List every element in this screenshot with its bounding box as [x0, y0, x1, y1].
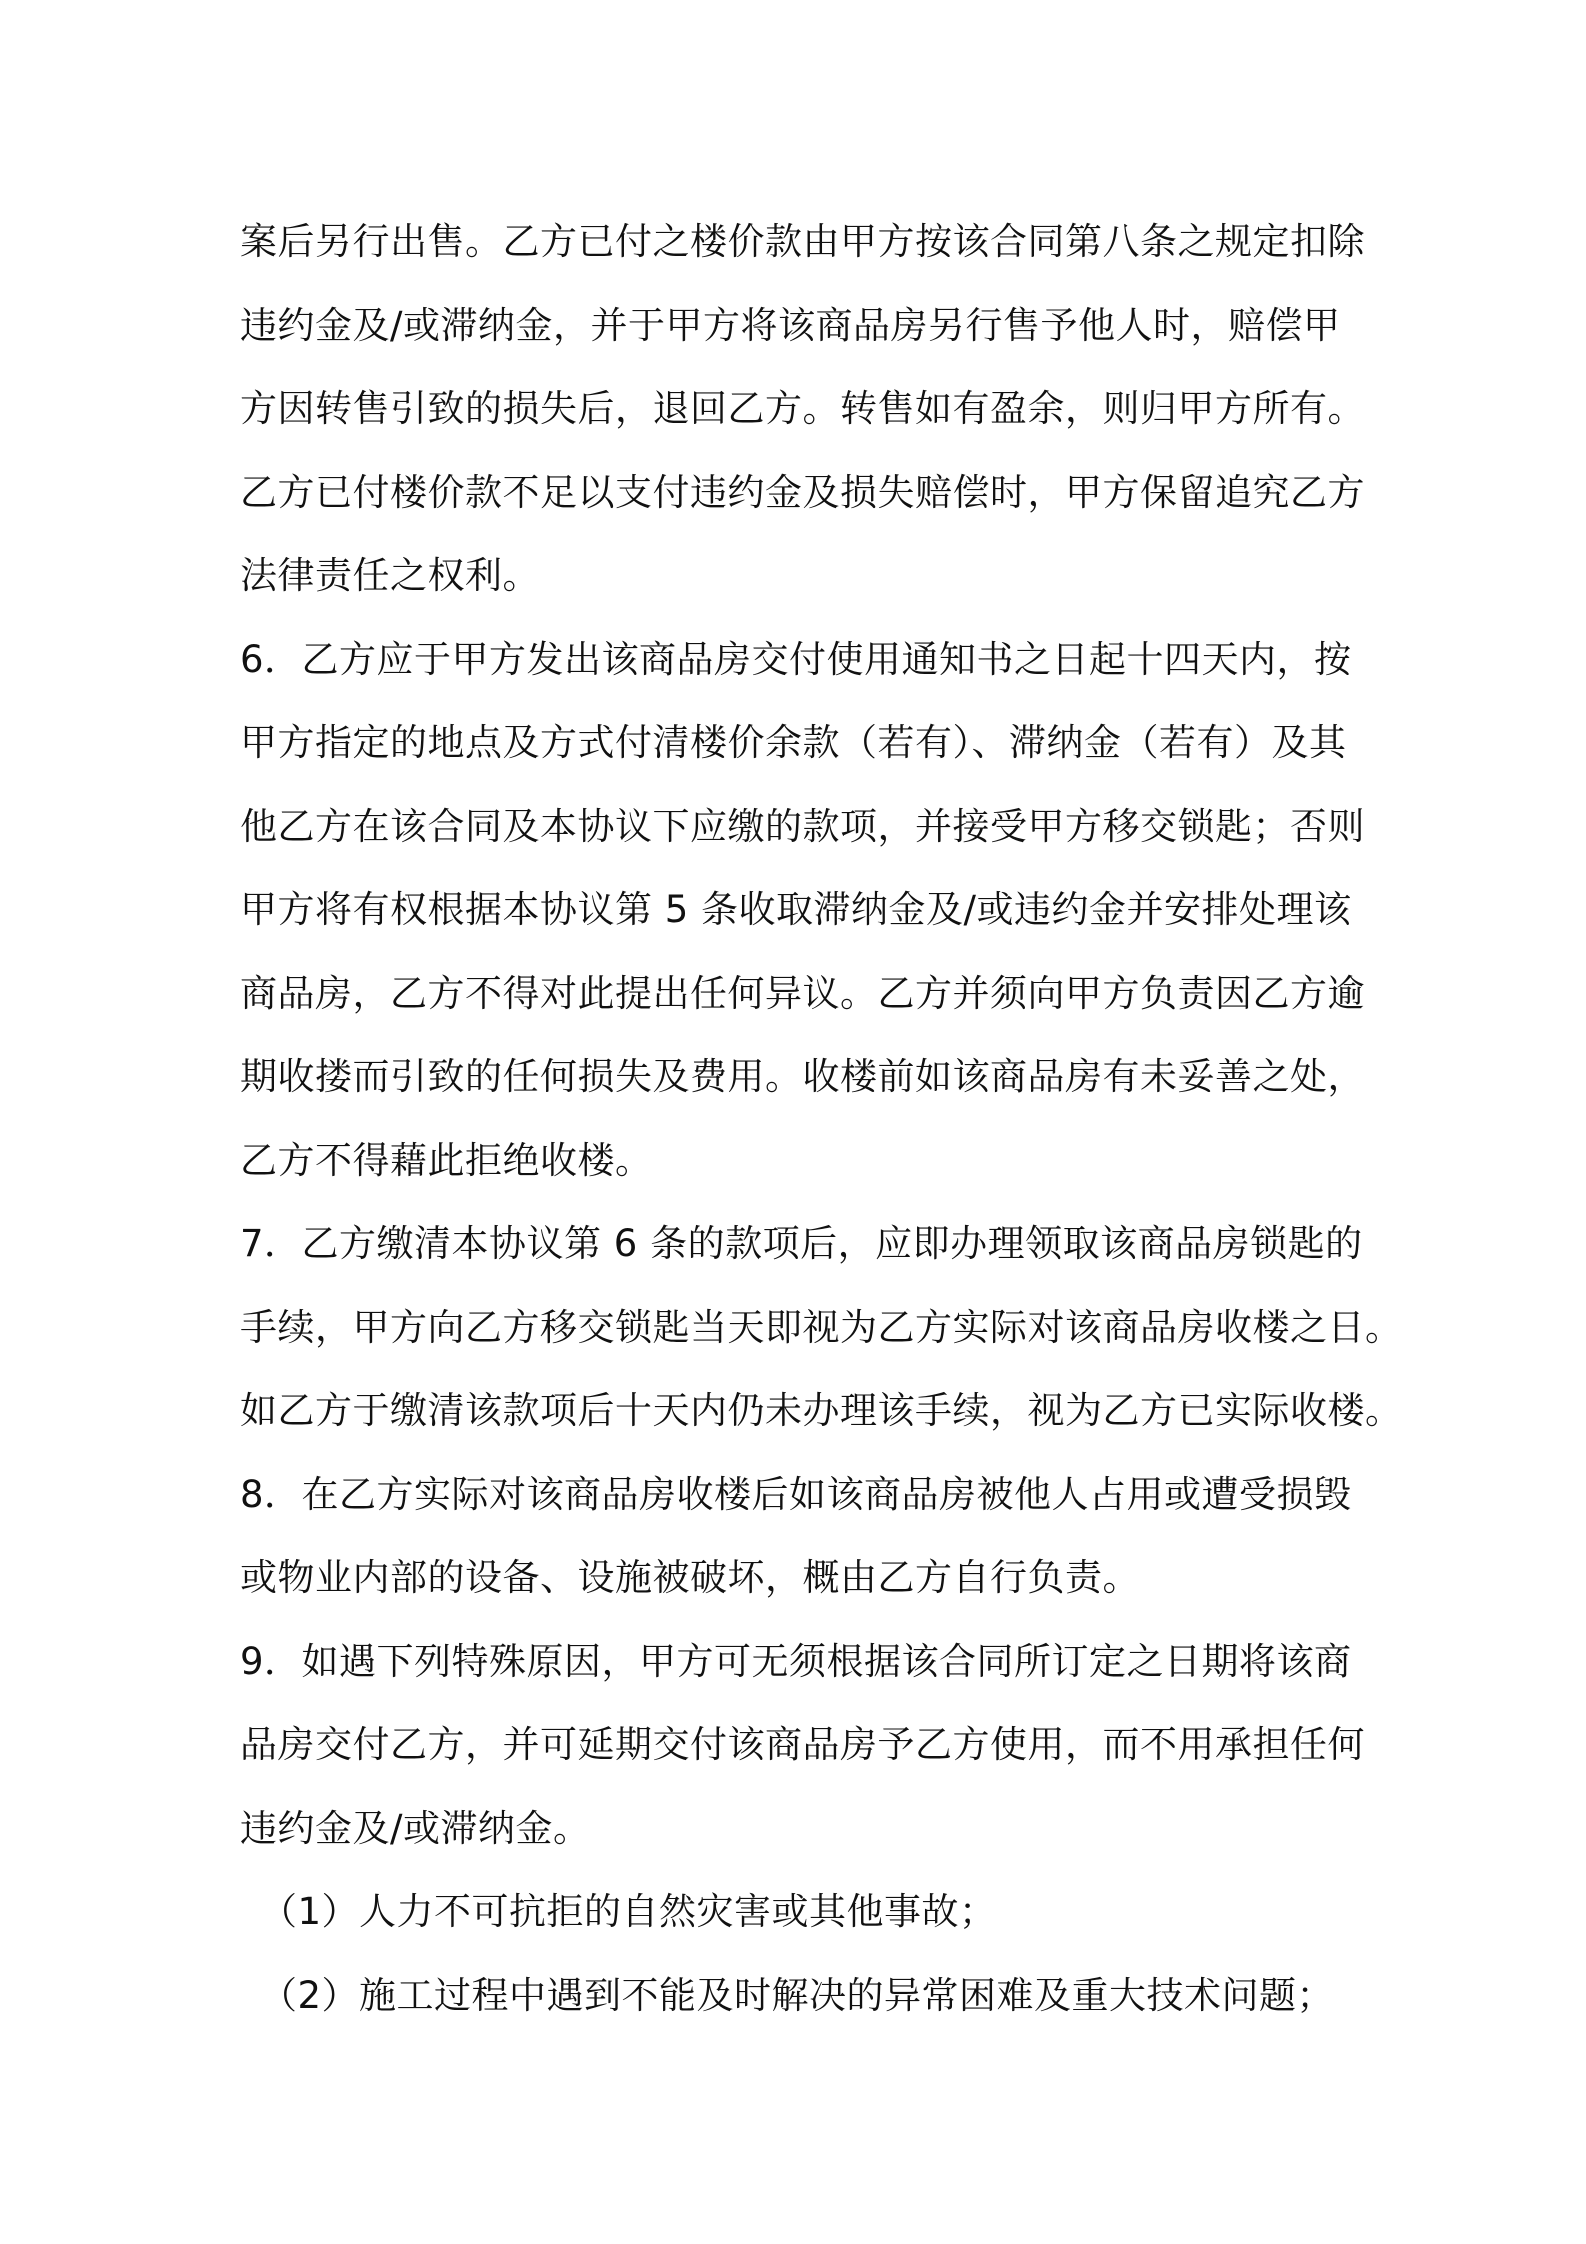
text-line: 或物业内部的设备、设施被破坏，概由乙方自行负责。 [240, 1556, 1140, 1599]
text-line: 甲方指定的地点及方式付清楼价余款（若有）、滞纳金（若有）及其 [240, 721, 1347, 764]
text-line: 期收搂而引致的任何损失及费用。收楼前如该商品房有未妥善之处， [240, 1055, 1365, 1098]
text-line: 手续，甲方向乙方移交锁匙当天即视为乙方实际对该商品房收楼之日。 [240, 1305, 1403, 1349]
text-line: 乙方不得藉此拒绝收楼。 [240, 1138, 653, 1182]
clause-6-line: 6．乙方应于甲方发出该商品房交付使用通知书之日起十四天内，按 [240, 637, 1352, 681]
clause-9-line: 9．如遇下列特殊原因，甲方可无须根据该合同所订定之日期将该商 [240, 1639, 1352, 1683]
text-line: 甲方将有权根据本协议第 5 条收取滞纳金及/或违约金并安排处理该 [240, 888, 1352, 931]
text-line: 品房交付乙方，并可延期交付该商品房予乙方使用，而不用承担任何 [240, 1723, 1365, 1766]
clause-7-line: 7．乙方缴清本协议第 6 条的款项后，应即办理领取该商品房锁匙的 [240, 1222, 1363, 1265]
text-line: 方因转售引致的损失后，退回乙方。转售如有盈余，则归甲方所有。 [240, 387, 1365, 430]
text-line: 违约金及/或滞纳金。 [240, 1806, 591, 1850]
text-line: 他乙方在该合同及本协议下应缴的款项，并接受甲方移交锁匙；否则 [240, 804, 1365, 848]
list-item-1: （1）人力不可抗拒的自然灾害或其他事故； [260, 1890, 997, 1933]
text-line: 案后另行出售。乙方已付之楼价款由甲方按该合同第八条之规定扣除 [240, 220, 1365, 263]
text-line: 法律责任之权利。 [240, 554, 540, 597]
clause-8-line: 8．在乙方实际对该商品房收楼后如该商品房被他人占用或遭受损毁 [240, 1472, 1352, 1516]
text-line: 违约金及/或滞纳金，并于甲方将该商品房另行售予他人时，赔偿甲 [240, 303, 1341, 347]
text-line: 如乙方于缴清该款项后十天内仍未办理该手续，视为乙方已实际收楼。 [240, 1389, 1403, 1432]
list-item-2: （2）施工过程中遇到不能及时解决的异常困难及重大技术问题； [260, 1973, 1335, 2017]
document-body [240, 200, 1403, 2037]
text-line: 乙方已付楼价款不足以支付违约金及损失赔偿时，甲方保留追究乙方 [240, 470, 1365, 514]
text-line: 商品房，乙方不得对此提出任何异议。乙方并须向甲方负责因乙方逾 [240, 971, 1365, 1015]
